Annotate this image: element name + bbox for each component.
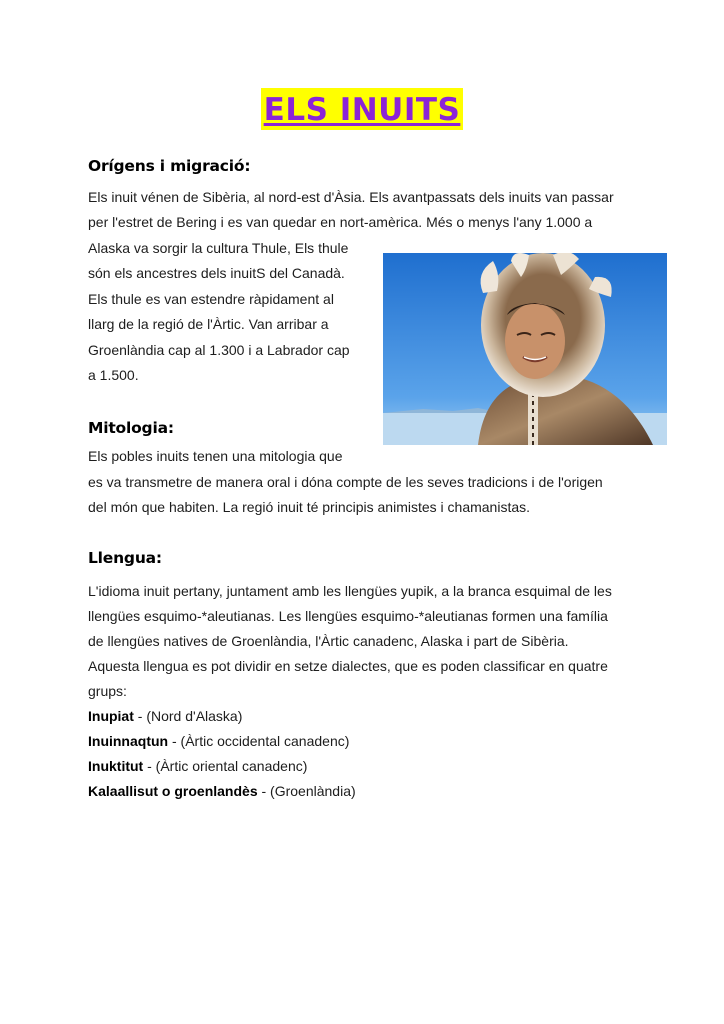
mythology-line: Els pobles inuits tenen una mitologia que: [88, 448, 343, 464]
section-heading-mythology: Mitologia:: [88, 419, 174, 437]
dialect-name: Inuinnaqtun: [88, 733, 169, 749]
section-heading-origins: Orígens i migració:: [88, 157, 251, 175]
dialect-description: - (Nord d'Alaska): [133, 708, 243, 724]
dialect-name: Inuktitut: [88, 758, 144, 774]
dialect-group-item: [88, 757, 307, 775]
dialect-group-item: [88, 732, 349, 750]
language-line: llengües esquimo-*aleutianas. Les llengües esquimo-*aleutianas formen una família: [88, 608, 608, 624]
origins-line: Alaska va sorgir la cultura Thule, Els thule: [88, 240, 349, 256]
origins-line: són els ancestres dels inuitS del Canadà.: [88, 265, 345, 281]
origins-line: a 1.500.: [88, 367, 139, 383]
origins-line: llarg de la regió de l'Àrtic. Van arribar a: [88, 316, 329, 332]
origins-line: per l'estret de Bering i es van quedar en nort-amèrica. Més o menys l'any 1.000 a: [88, 214, 593, 230]
origins-line: Els inuit vénen de Sibèria, al nord-est d'Àsia. Els avantpassats dels inuits van passar: [88, 189, 614, 205]
language-line: de llengües natives de Groenlàndia, l'Àrtic canadenc, Alaska i part de Sibèria.: [88, 633, 569, 649]
mythology-line: es va transmetre de manera oral i dóna compte de les seves tradicions i de l'origen: [88, 474, 603, 490]
dialect-description: - (Àrtic oriental canadenc): [143, 758, 308, 774]
inuit-woman-photo: [383, 253, 667, 445]
origins-line: Els thule es van estendre ràpidament al: [88, 291, 334, 307]
language-line: Aquesta llengua es pot dividir en setze dialectes, que es poden classificar en quatre: [88, 658, 608, 674]
dialect-group-item: [88, 707, 242, 725]
title-container: [0, 88, 724, 130]
language-line: grups:: [88, 683, 127, 699]
dialect-group-item: [88, 782, 356, 800]
dialect-description: - (Groenlàndia): [257, 783, 356, 799]
section-heading-language: Llengua:: [88, 549, 162, 567]
mythology-line: del món que habiten. La regió inuit té principis animistes i chamanistas.: [88, 499, 531, 515]
origins-line: Groenlàndia cap al 1.300 i a Labrador cap: [88, 342, 350, 358]
dialect-description: - (Àrtic occidental canadenc): [168, 733, 350, 749]
inuit-woman-illustration: [383, 253, 667, 445]
document-title: ELS INUITS: [261, 88, 464, 130]
dialect-name: Kalaallisut o groenlandès: [88, 783, 258, 799]
dialect-name: Inupiat: [88, 708, 134, 724]
language-line: L'idioma inuit pertany, juntament amb les llengües yupik, a la branca esquimal de les: [88, 583, 612, 599]
